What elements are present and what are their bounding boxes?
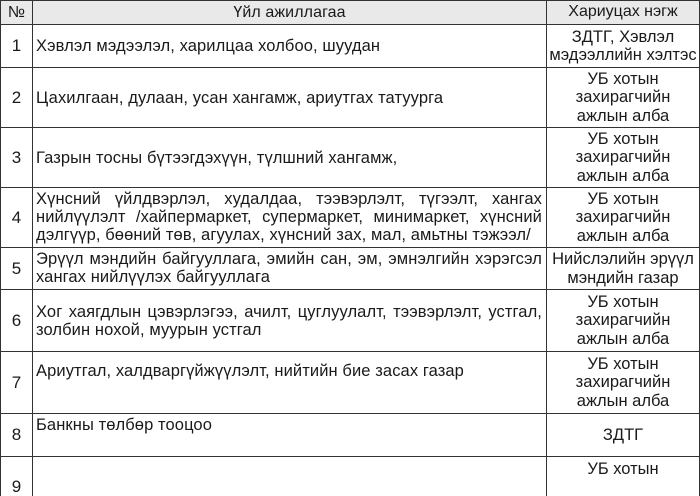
row-responsible — [546, 351, 700, 413]
row-responsible — [546, 187, 700, 247]
responsible-line: УБ хотын — [587, 69, 659, 88]
responsible-line: мэдээллийн хэлтэс — [549, 46, 697, 64]
row-activity: Ариутгал, халдваргүйжүүлэлт, нийтийн бие засах газар — [32, 351, 546, 413]
row-number: 3 — [0, 127, 32, 187]
header-activity: Үйл ажиллагаа — [32, 0, 546, 24]
responsible-line: ЗДТГ — [602, 425, 644, 444]
row-responsible — [546, 67, 700, 127]
responsible-line: ажлын алба — [576, 166, 670, 185]
row-responsible — [546, 127, 700, 187]
row-number: 5 — [0, 247, 32, 289]
row-number: 7 — [0, 351, 32, 413]
row-activity: Банкны төлбөр тооцоо — [32, 413, 546, 456]
table-row — [0, 456, 700, 496]
responsible-line: мэндийн газар — [567, 268, 679, 287]
responsible-line: УБ хотын — [587, 354, 659, 373]
table-row — [0, 187, 700, 247]
responsible-line: ажлын алба — [576, 329, 670, 348]
row-activity: Хэвлэл мэдээлэл, харилцаа холбоо, шуудан — [32, 24, 546, 67]
table-row — [0, 413, 700, 456]
row-activity: Хог хаягдлын цэвэрлэгээ, ачилт, цуглуулалт, тээвэрлэлт, устгал, золбин нохой, муурын устгал — [32, 289, 546, 351]
responsible-line: захирагчийн — [575, 311, 671, 330]
table-row — [0, 247, 700, 289]
row-activity: Цахилгаан, дулаан, усан хангамж, ариутгах татуурга — [32, 67, 546, 127]
responsible-line: ажлын алба — [576, 391, 670, 410]
responsible-line: захирагчийн — [575, 88, 671, 107]
responsible-line: УБ хотын — [587, 460, 659, 478]
table-row — [0, 67, 700, 127]
table-row — [0, 24, 700, 67]
responsible-line: УБ хотын — [587, 189, 659, 208]
row-responsible — [546, 289, 700, 351]
responsible-line: ЗДТГ, Хэвлэл — [571, 27, 675, 46]
table-row — [0, 127, 700, 187]
row-number: 9 — [0, 456, 32, 496]
header-num: № — [0, 0, 32, 24]
header-responsible: Хариуцах нэгж — [546, 0, 700, 24]
responsible-line: УБ хотын — [587, 129, 659, 148]
row-number: 8 — [0, 413, 32, 456]
row-number: 4 — [0, 187, 32, 247]
row-number: 6 — [0, 289, 32, 351]
row-activity — [32, 456, 546, 496]
responsible-line: захирагчийн — [575, 373, 671, 392]
responsible-line: ажлын алба — [576, 226, 670, 245]
responsible-line: захирагчийн — [575, 208, 671, 227]
row-number: 1 — [0, 24, 32, 67]
row-responsible — [546, 24, 700, 67]
responsible-line: УБ хотын — [587, 292, 659, 311]
row-activity: Газрын тосны бүтээгдэхүүн, түлшний хангамж, — [32, 127, 546, 187]
row-responsible — [546, 247, 700, 289]
responsible-line: Нийслэлийн эрүүл — [552, 250, 694, 268]
row-activity: Хүнсний үйлдвэрлэл, худалдаа, тээвэрлэлт, түгээлт, хангах нийлүүлэлт /хайпермаркет, супермаркет, минимаркет, хүнсний дэлгүүр, бөөний төв, агуулах, хүнсний зах, мал, амьтны тэжээл/ — [32, 187, 546, 247]
table-row — [0, 289, 700, 351]
row-responsible — [546, 413, 700, 456]
row-activity: Эрүүл мэндийн байгууллага, эмийн сан, эм, эмнэлгийн хэрэгсэл хангах нийлүүлэх байгууллага — [32, 247, 546, 289]
table-header-row — [0, 0, 700, 24]
responsible-line: захирагчийн — [575, 148, 671, 167]
row-number: 2 — [0, 67, 32, 127]
table-row — [0, 351, 700, 413]
row-responsible — [546, 456, 700, 496]
responsible-line: ажлын алба — [576, 106, 670, 125]
